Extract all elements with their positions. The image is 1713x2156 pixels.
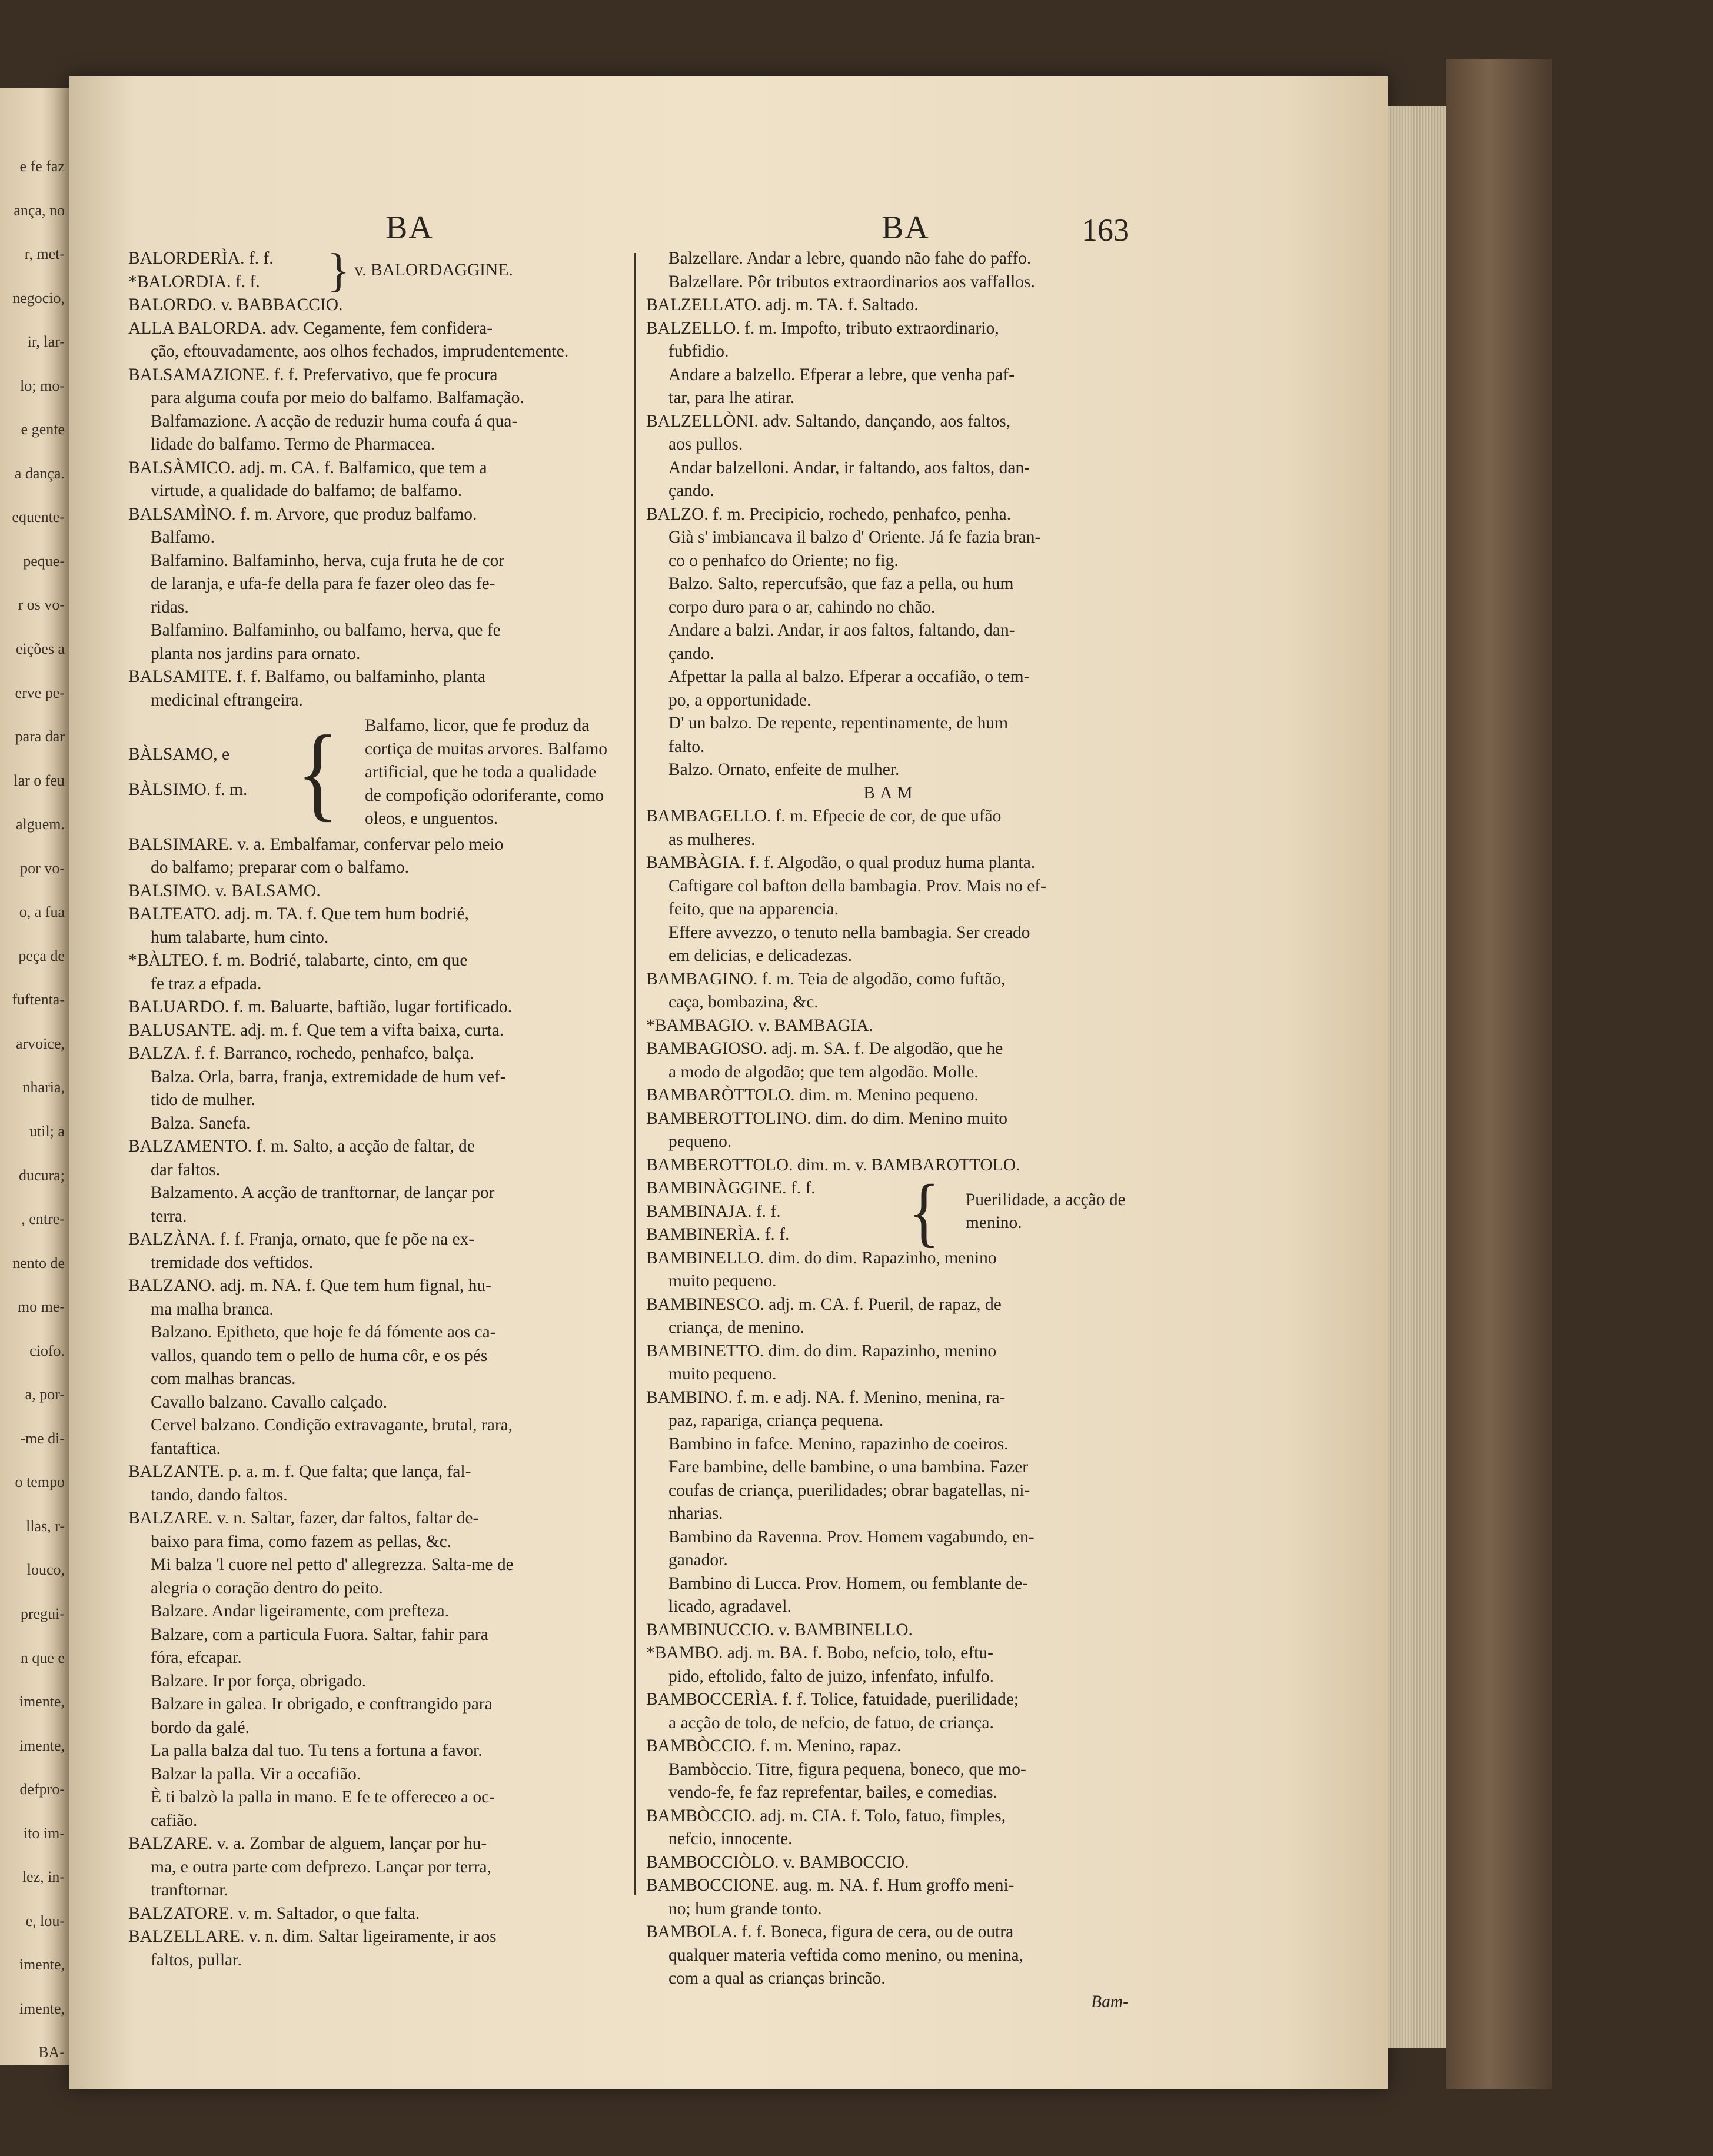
margin-text-fragment: imente, xyxy=(19,1999,65,2017)
entry-headword-line: BAMBARÒTTOLO. dim. m. Menino pequeno. xyxy=(646,1086,979,1104)
entry-line: BAMBINERÌA. f. f. xyxy=(646,1225,790,1244)
entry-line: fe traz a efpada. xyxy=(151,974,262,993)
brace-icon: { xyxy=(909,1169,940,1255)
entry-list xyxy=(128,294,628,712)
entry-line: fóra, efcapar. xyxy=(151,1648,242,1667)
entry-headword-line: BALZELLÒNI. adv. Saltando, dançando, aos faltos, xyxy=(646,411,1011,431)
entry-line: paz, rapariga, criança pequena. xyxy=(668,1411,884,1430)
entry-line: caça, bombazina, &c. xyxy=(668,993,819,1012)
margin-text-fragment: ito im- xyxy=(23,1824,65,1842)
entry-line: muito pequeno. xyxy=(668,1272,777,1290)
entry-headword-line: BAMBÒCCIO. adj. m. CIA. f. Tolo, fatuo, fimples, xyxy=(646,1806,1006,1825)
margin-text-fragment: e gente xyxy=(21,421,65,438)
entry-headword-line: BAMBOLA. f. f. Boneca, figura de cera, ou de outra xyxy=(646,1922,1014,1941)
entry-headword-line: BAMBAGELLO. f. m. Efpecie de cor, de que ufão xyxy=(646,807,1002,826)
entry-line: BAMBINAJA. f. f. xyxy=(646,1202,781,1221)
entry-headword-line: BALZA. f. f. Barranco, rochedo, penhafco, balça. xyxy=(128,1044,474,1063)
entry-line: dar faltos. xyxy=(151,1160,220,1179)
entry-headword-line: BALSAMÌNO. f. m. Arvore, que produz balfamo. xyxy=(128,504,477,524)
margin-text-fragment: eições a xyxy=(15,640,65,657)
entry-list xyxy=(128,833,628,1972)
margin-text-fragment: , entre- xyxy=(21,1210,65,1228)
entry-line: Balfamo. xyxy=(151,528,215,547)
entry-line: Balfamino. Balfaminho, herva, cuja fruta he de cor xyxy=(151,551,505,570)
margin-text-fragment: a dança. xyxy=(14,464,65,482)
entry-headword-line: BALZELLATO. adj. m. TA. f. Saltado. xyxy=(646,295,919,314)
margin-text-fragment: alguem. xyxy=(15,816,65,833)
entry-line: Andare a balzi. Andar, ir aos faltos, faltando, dan- xyxy=(668,621,1015,640)
entry-line: v. BALORDAGGINE. xyxy=(354,260,513,280)
entry-headword-line: BAMBÒCCIO. f. m. Menino, rapaz. xyxy=(646,1736,902,1755)
entry-headword-line: BALZATORE. v. m. Saltador, o que falta. xyxy=(128,1904,420,1923)
entry-line: as mulheres. xyxy=(668,830,756,849)
book-cover-edge xyxy=(1446,59,1552,2089)
entry-headword-line: BALZANO. adj. m. NA. f. Que tem hum fignal, hu- xyxy=(128,1276,491,1295)
entry-line: licado, agradavel. xyxy=(668,1597,791,1616)
entry-line: vallos, quando tem o pello de huma côr, e os pés xyxy=(151,1346,488,1365)
margin-text-fragment: r, met- xyxy=(24,245,65,263)
entry-line: Balzo. Ornato, enfeite de mulher. xyxy=(668,760,900,779)
entry-headword-line: BAMBINO. f. m. e adj. NA. f. Menino, menina, ra- xyxy=(646,1388,1006,1407)
entry-line: tar, para lhe atirar. xyxy=(668,388,795,407)
entry-line: cafião. xyxy=(151,1811,198,1830)
entry-line: Balzano. Epitheto, que hoje fe dá fómente aos ca- xyxy=(151,1323,496,1342)
margin-text-fragment: r os vo- xyxy=(18,596,65,614)
margin-text-fragment: equente- xyxy=(12,508,65,526)
margin-text-fragment: -me di- xyxy=(20,1429,65,1447)
margin-text-fragment: o, a fua xyxy=(19,903,65,921)
entry-headword-line: BALSAMITE. f. f. Balfamo, ou balfaminho, planta xyxy=(128,667,486,686)
entry-line: Caftigare col bafton della bambagia. Prov. Mais no ef- xyxy=(668,876,1046,896)
entry-line: Bambino di Lucca. Prov. Homem, ou femblante de- xyxy=(668,1573,1028,1593)
entry-line: Balzare. Ir por força, obrigado. xyxy=(151,1671,367,1691)
entry-line: menino. xyxy=(965,1213,1022,1233)
margin-text-fragment: ir, lar- xyxy=(27,333,65,351)
entry-line: Balza. Orla, barra, franja, extremidade de hum vef- xyxy=(151,1067,506,1086)
entry-line: Balfamino. Balfaminho, ou balfamo, herva, que fe xyxy=(151,621,501,640)
margin-text-fragment: e fe faz xyxy=(19,158,65,175)
page-number: 163 xyxy=(1082,212,1129,248)
entry-line: D' un balzo. De repente, repentinamente, de hum xyxy=(668,714,1009,733)
entry-headword-line: BALZÀNA. f. f. Franja, ornato, que fe põe na ex- xyxy=(128,1230,475,1249)
entry-line: Balzamento. A acção de tranftornar, de lançar por xyxy=(151,1183,495,1202)
entry-line: qualquer materia veftida como menino, ou menina, xyxy=(668,1945,1023,1965)
margin-text-fragment: imente, xyxy=(19,1693,65,1711)
entry-line: BÀLSAMO, e xyxy=(128,745,230,764)
entry-headword-line: BALZARE. v. a. Zombar de alguem, lançar por hu- xyxy=(128,1834,487,1853)
entry-list xyxy=(646,247,1135,782)
entry-headword-line: BALSÀMICO. adj. m. CA. f. Balfamico, que tem a xyxy=(128,458,487,477)
margin-text-fragment: llas, r- xyxy=(26,1517,65,1535)
entry-line: coufas de criança, puerilidades; obrar bagatellas, ni- xyxy=(668,1480,1030,1500)
entry-line: Bambino da Ravenna. Prov. Homem vagabundo, en- xyxy=(668,1527,1035,1546)
entry-headword-line: BAMBINELLO. dim. do dim. Rapazinho, menino xyxy=(646,1248,997,1267)
margin-text-fragment: ducura; xyxy=(19,1166,65,1184)
entry-line: tando, dando faltos. xyxy=(151,1485,288,1505)
group-description xyxy=(943,1189,1135,1235)
entry-line: nharias. xyxy=(668,1504,723,1523)
entry-line: Balzare in galea. Ir obrigado, e conftrangido para xyxy=(151,1695,493,1714)
margin-text-fragment: negocio, xyxy=(12,289,65,307)
entry-headword-line: BALZANTE. p. a. m. f. Que falta; que lança, fal- xyxy=(128,1462,471,1481)
entry-line: ganador. xyxy=(668,1551,728,1569)
margin-text-fragment: o tempo xyxy=(15,1473,65,1491)
entry-line: *BALORDIA. f. f. xyxy=(128,272,260,291)
entry-headword-line: BAMBINUCCIO. v. BAMBINELLO. xyxy=(646,1620,913,1639)
entry-headword-line: BALZELLO. f. m. Impofto, tributo extraordinario, xyxy=(646,318,999,338)
entry-line: do balfamo; preparar com o balfamo. xyxy=(151,858,410,877)
left-column xyxy=(128,244,628,1969)
entry-headword-line: ALLA BALORDA. adv. Cegamente, fem confidera- xyxy=(128,318,493,338)
entry-headword-line: BALSIMO. v. BALSAMO. xyxy=(128,881,321,900)
entry-line: artificial, que he toda a qualidade xyxy=(365,763,597,781)
entry-line: Balza. Sanefa. xyxy=(151,1113,251,1133)
brace-icon: } xyxy=(327,244,350,297)
entry-line: fubfidio. xyxy=(668,342,729,361)
entry-headword-line: BAMBOCCERÌA. f. f. Tolice, fatuidade, puerilidade; xyxy=(646,1690,1019,1709)
margin-text-fragment: a, por- xyxy=(25,1386,65,1403)
entry-line: nefcio, innocente. xyxy=(668,1829,793,1848)
entry-line: feito, que na apparencia. xyxy=(668,900,839,919)
entry-line: È ti balzò la palla in mano. E fe te offereceo a oc- xyxy=(151,1788,495,1806)
entry-headword-line: BAMBAGIOSO. adj. m. SA. f. De algodão, que he xyxy=(646,1039,1003,1058)
margin-text-fragment: ciofo. xyxy=(29,1342,65,1359)
column-divider xyxy=(634,253,636,1895)
margin-text-fragment: ança, no xyxy=(14,201,65,219)
entry-line: virtude, a qualidade do balfamo; de balfamo. xyxy=(151,481,463,500)
running-header-right: BA xyxy=(882,209,930,246)
entry-line: tranftornar. xyxy=(151,1881,228,1899)
entry-line: Mi balza 'l cuore nel petto d' allegrezza. Salta-me de xyxy=(151,1555,514,1574)
entry-line: a acção de tolo, de nefcio, de fatuo, de criança. xyxy=(668,1713,994,1732)
entry-line: Fare bambine, delle bambine, o una bambina. Fazer xyxy=(668,1458,1029,1476)
margin-text-fragment: nharia, xyxy=(22,1079,65,1096)
entry-line: aos pullos. xyxy=(668,435,743,454)
entry-line: Balzare. Andar ligeiramente, com prefteza. xyxy=(151,1602,449,1621)
margin-text-fragment: mo me- xyxy=(17,1298,65,1316)
page-edges xyxy=(1388,106,1446,2048)
entry-line: bordo da galé. xyxy=(151,1718,250,1737)
head-brace-group xyxy=(128,244,628,297)
right-column xyxy=(646,247,1135,2011)
entry-line: Puerilidade, a acção de xyxy=(965,1190,1126,1209)
entry-line: fantaftica. xyxy=(151,1439,221,1458)
group-description xyxy=(342,714,628,831)
entry-brace-group xyxy=(646,1169,1135,1255)
margin-text-fragment: para dar xyxy=(15,728,65,746)
entry-line: oleos, e unguentos. xyxy=(365,809,498,828)
entry-line: çando. xyxy=(668,644,714,663)
section-heading: BAM xyxy=(863,783,917,803)
margin-text-fragment: lo; mo- xyxy=(20,377,65,394)
margin-text-fragment: fuftenta- xyxy=(12,991,65,1009)
margin-text-fragment: util; a xyxy=(29,1123,65,1140)
left-page-fragment xyxy=(0,88,69,2065)
entry-line: para alguma coufa por meio do balfamo. Balfamação. xyxy=(151,388,524,407)
entry-line: baixo para fima, como fazem as pellas, &c. xyxy=(151,1532,452,1551)
entry-line: no; hum grande tonto. xyxy=(668,1899,822,1918)
entry-headword-line: *BAMBAGIO. v. BAMBAGIA. xyxy=(646,1016,873,1035)
entry-line: ma malha branca. xyxy=(151,1299,274,1319)
entry-list xyxy=(646,805,1135,1177)
margin-text-fragment: imente, xyxy=(19,1736,65,1754)
entry-line: faltos, pullar. xyxy=(151,1950,242,1969)
entry-headword-line: BALZARE. v. n. Saltar, fazer, dar faltos, faltar de- xyxy=(128,1509,479,1528)
entry-line: po, a opportunidade. xyxy=(668,690,811,710)
entry-line: Balzo. Salto, repercufsão, que faz a pella, ou hum xyxy=(668,574,1014,593)
entry-headword-line: BALTEATO. adj. m. TA. f. Que tem hum bodrié, xyxy=(128,904,469,923)
entry-line: BALORDERÌA. f. f. xyxy=(128,249,274,268)
entry-line: Bambino in fafce. Menino, rapazinho de coeiros. xyxy=(668,1434,1009,1453)
entry-line: de laranja, e ufa-fe della para fe fazer oleo das fe- xyxy=(151,574,495,593)
entry-line: com a qual as crianças brincão. xyxy=(668,1969,886,1988)
entry-line: Balzar la palla. Vir a occafião. xyxy=(151,1764,361,1784)
entry-headword-line: BALORDO. v. BABBACCIO. xyxy=(128,295,343,314)
catchword: Bam- xyxy=(1091,1992,1129,2011)
entry-line: ma, e outra parte com defprezo. Lançar por terra, xyxy=(151,1857,492,1876)
entry-headword-line: BAMBINESCO. adj. m. CA. f. Pueril, de rapaz, de xyxy=(646,1295,1002,1314)
margin-text-fragment: nento de xyxy=(12,1254,65,1272)
entry-headword-line: BAMBOCCIONE. aug. m. NA. f. Hum groffo meni- xyxy=(646,1876,1015,1895)
entry-line: tido de mulher. xyxy=(151,1090,255,1109)
entry-line: Effere avvezzo, o tenuto nella bambagia. Ser creado xyxy=(668,923,1030,942)
margin-text-fragment: peça de xyxy=(18,947,65,964)
entry-headword-line: BAMBÀGIA. f. f. Algodão, o qual produz huma planta. xyxy=(646,853,1036,872)
entry-line: BAMBINÀGGINE. f. f. xyxy=(646,1179,816,1197)
margin-text-fragment: lar o feu xyxy=(14,771,65,789)
entry-line: planta nos jardins para ornato. xyxy=(151,644,361,663)
margin-text-fragment: n que e xyxy=(20,1649,65,1666)
entry-line: falto. xyxy=(668,737,705,756)
entry-line: Balfamo, licor, que fe produz da xyxy=(365,716,590,735)
entry-line: çando. xyxy=(668,481,714,500)
entry-line: Balzellare. Andar a lebre, quando não fahe do paffo. xyxy=(668,249,1032,268)
entry-headword-line: BALUARDO. f. m. Baluarte, baftião, lugar fortificado. xyxy=(128,997,513,1016)
entry-line: Già s' imbiancava il balzo d' Oriente. Já fe fazia bran- xyxy=(668,528,1041,547)
entry-brace-group xyxy=(128,714,628,831)
margin-text-fragment: e, lou- xyxy=(25,1912,65,1929)
margin-text-fragment: arvoice, xyxy=(15,1034,65,1052)
entry-headword-line: *BÀLTEO. f. m. Bodrié, talabarte, cinto, em que xyxy=(128,951,468,970)
entry-line: Afpettar la palla al balzo. Efperar a occafião, o tem- xyxy=(668,667,1030,686)
entry-line: com malhas brancas. xyxy=(151,1369,296,1388)
entry-headword-line: BAMBINETTO. dim. do dim. Rapazinho, menino xyxy=(646,1341,997,1360)
margin-text-fragment: defpro- xyxy=(19,1781,65,1798)
entry-headword-line: BAMBEROTTOLINO. dim. do dim. Menino muito xyxy=(646,1109,1008,1128)
entry-line: Andar balzelloni. Andar, ir faltando, aos faltos, dan- xyxy=(668,458,1030,477)
entry-line: tremidade dos veftidos. xyxy=(151,1253,314,1272)
margin-text-fragment: BA- xyxy=(38,2044,65,2061)
entry-line: medicinal eftrangeira. xyxy=(151,690,303,710)
entry-line: alegria o coração dentro do peito. xyxy=(151,1578,383,1598)
entry-line: terra. xyxy=(151,1206,187,1226)
entry-line: vendo-fe, fe faz reprefentar, bailes, e comedias. xyxy=(668,1783,998,1802)
margin-text-fragment: por vo- xyxy=(20,859,65,877)
entry-line: Bambòccio. Titre, figura pequena, boneco, que mo- xyxy=(668,1759,1026,1779)
entry-line: a modo de algodão; que tem algodão. Molle. xyxy=(668,1062,979,1082)
entry-headword-line: BALZELLARE. v. n. dim. Saltar ligeiramente, ir aos xyxy=(128,1927,497,1946)
entry-list xyxy=(646,1247,1135,1991)
entry-headword-line: BALUSANTE. adj. m. f. Que tem a vifta baixa, curta. xyxy=(128,1020,504,1040)
entry-line: Balfamazione. A acção de reduzir huma coufa á qua- xyxy=(151,411,518,431)
margin-text-fragment: imente, xyxy=(19,1956,65,1974)
entry-line: criança, de menino. xyxy=(668,1318,804,1337)
entry-headword-line: BALZO. f. m. Precipicio, rochedo, penhafco, penha. xyxy=(646,504,1012,524)
entry-line: de compofição odoriferante, como xyxy=(365,786,604,805)
entry-headword-line: BAMBAGINO. f. m. Teia de algodão, como fuftão, xyxy=(646,969,1006,989)
entry-line: co o penhafco do Oriente; no fig. xyxy=(668,551,899,570)
margin-text-fragment: louco, xyxy=(26,1561,65,1579)
margin-text-fragment: lez, in- xyxy=(22,1868,65,1886)
entry-line: ção, eftouvadamente, aos olhos fechados, imprudentemente. xyxy=(151,342,569,361)
entry-line: Andare a balzello. Efperar a lebre, que venha paf- xyxy=(668,365,1015,384)
margin-text-fragment: peque- xyxy=(23,552,65,570)
entry-headword-line: *BAMBO. adj. m. BA. f. Bobo, nefcio, tolo, eftu- xyxy=(646,1643,993,1662)
running-header-left: BA xyxy=(385,209,434,246)
entry-line: lidade do balfamo. Termo de Pharmacea. xyxy=(151,435,435,454)
entry-line: cortiça de muitas arvores. Balfamo xyxy=(365,739,608,758)
entry-line: corpo duro para o ar, cahindo no chão. xyxy=(668,597,936,617)
entry-headword-line: BALSAMAZIONE. f. f. Prefervativo, que fe procura xyxy=(128,365,498,384)
entry-line: Balzellare. Pôr tributos extraordinarios aos vaffallos. xyxy=(668,272,1035,291)
entry-headword-line: BAMBEROTTOLO. dim. m. v. BAMBAROTTOLO. xyxy=(646,1155,1020,1175)
entry-line: hum talabarte, hum cinto. xyxy=(151,927,329,947)
entry-line: Cervel balzano. Condição extravagante, brutal, rara, xyxy=(151,1416,513,1435)
brace-icon: { xyxy=(297,714,339,831)
entry-headword-line: BAMBOCCIÒLO. v. BAMBOCCIO. xyxy=(646,1852,909,1872)
entry-line: BÀLSIMO. f. m. xyxy=(128,780,248,799)
entry-line: La palla balza dal tuo. Tu tens a fortuna a favor. xyxy=(151,1741,483,1760)
entry-line: em delicias, e delicadezas. xyxy=(668,946,853,965)
margin-text-fragment: pregui- xyxy=(20,1605,65,1622)
entry-headword-line: BALZAMENTO. f. m. Salto, a acção de faltar, de xyxy=(128,1137,475,1156)
entry-line: ridas. xyxy=(151,597,189,617)
entry-line: muito pequeno. xyxy=(668,1365,777,1383)
margin-text-fragment: erve pe- xyxy=(15,684,65,701)
entry-line: pequeno. xyxy=(668,1132,732,1151)
entry-line: pido, eftolido, falto de juizo, infenfato, infulfo. xyxy=(668,1666,994,1686)
entry-line: Balzare, com a particula Fuora. Saltar, fahir para xyxy=(151,1625,488,1644)
entry-line: Cavallo balzano. Cavallo calçado. xyxy=(151,1392,388,1412)
entry-headword-line: BALSIMARE. v. a. Embalfamar, confervar pelo meio xyxy=(128,834,504,854)
